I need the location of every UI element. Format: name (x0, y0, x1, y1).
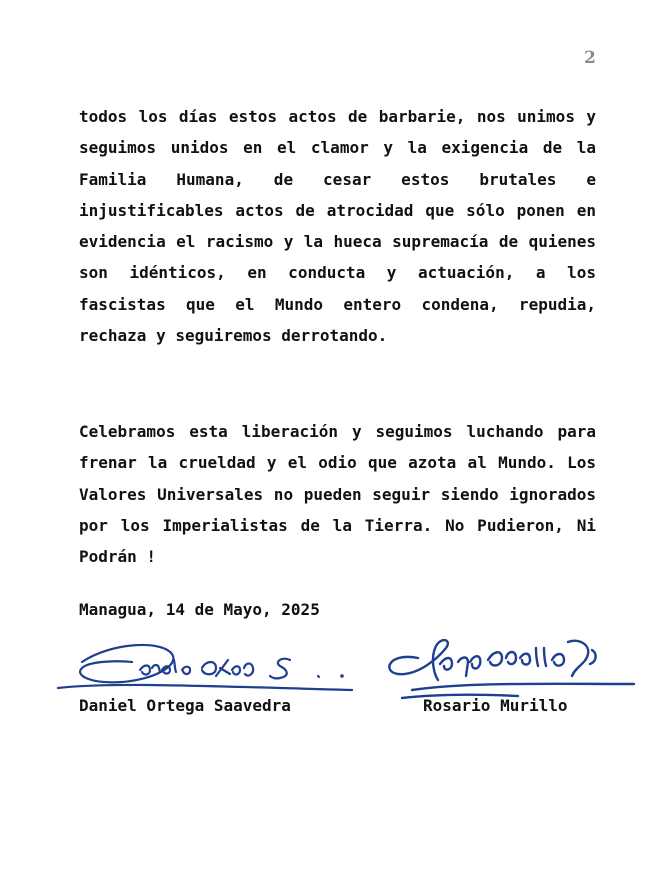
signature-ortega (52, 632, 362, 702)
signer-name-ortega: Daniel Ortega Saavedra (79, 696, 291, 715)
page-number: 2 (584, 48, 596, 68)
paragraph-text: todos los días estos actos de barbarie, nos unimos y seguimos unidos en el clamor y la exigencia de la Familia Humana, de cesar estos brutales e injustificables actos de atrocidad que sólo ponen en evidencia el racismo y la hueca supremacía de quienes son idénticos, en conducta y actuación, a los fascistas que el Mundo entero condena, repudia, rechaza y seguiremos derrotando. (79, 107, 596, 346)
body-paragraph-2 (79, 416, 596, 572)
dateline: Managua, 14 de Mayo, 2025 (79, 600, 320, 619)
signer-name-murillo: Rosario Murillo (423, 696, 568, 715)
paragraph-text: Celebramos esta liberación y seguimos luchando para frenar la crueldad y el odio que azota al Mundo. Los Valores Universales no pueden seguir siendo ignorados por los Imperialistas de la Tierra. No Pudieron, Ni Podrán ! (79, 422, 596, 567)
body-paragraph-1 (79, 101, 596, 351)
